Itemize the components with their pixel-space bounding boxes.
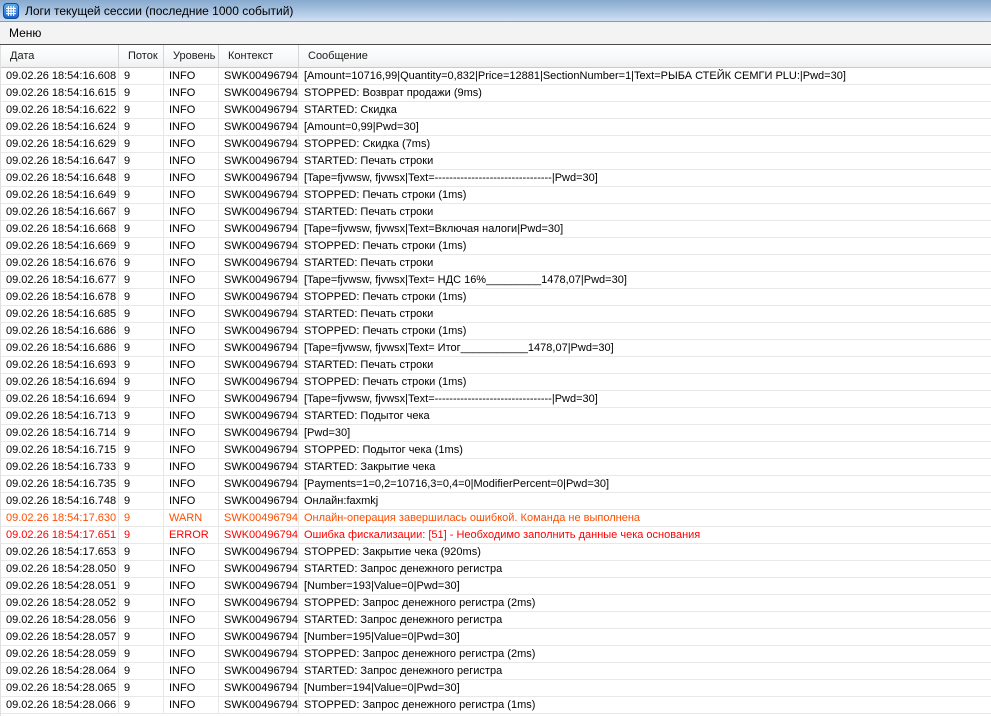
log-thread: 9 [119, 527, 164, 543]
table-header [1, 45, 991, 68]
log-message: Онлайн-операция завершилась ошибкой. Команда не выполнена [304, 512, 641, 524]
log-date: 09.02.26 18:54:16.624 [1, 119, 119, 135]
log-row[interactable] [1, 340, 991, 357]
log-context: SWK00496794 [219, 238, 299, 254]
log-date: 09.02.26 18:54:16.629 [1, 136, 119, 152]
log-message: STOPPED: Скидка (7ms) [304, 138, 431, 150]
log-message: STOPPED: Печать строки (1ms) [304, 291, 467, 303]
log-thread: 9 [119, 663, 164, 679]
log-message: [Payments=1=0,2=10716,3=0,4=0|ModifierPercent=0|Pwd=30] [304, 478, 610, 490]
log-row[interactable] [1, 408, 991, 425]
log-message: [Number=193|Value=0|Pwd=30] [304, 580, 460, 592]
log-thread: 9 [119, 357, 164, 373]
log-thread: 9 [119, 561, 164, 577]
log-level: INFO [164, 102, 219, 118]
log-thread: 9 [119, 646, 164, 662]
log-row[interactable] [1, 459, 991, 476]
log-context: SWK00496794 [219, 544, 299, 560]
column-header-context[interactable]: Контекст [219, 45, 299, 67]
log-date: 09.02.26 18:54:28.066 [1, 697, 119, 713]
log-message: STOPPED: Печать строки (1ms) [304, 325, 467, 337]
log-row[interactable] [1, 289, 991, 306]
log-message: STARTED: Печать строки [304, 155, 434, 167]
log-message: Онлайн:faxmkj [304, 495, 379, 507]
log-thread: 9 [119, 493, 164, 509]
log-date: 09.02.26 18:54:17.651 [1, 527, 119, 543]
log-context: SWK00496794 [219, 119, 299, 135]
log-level: INFO [164, 697, 219, 713]
log-date: 09.02.26 18:54:16.668 [1, 221, 119, 237]
log-context: SWK00496794 [219, 255, 299, 271]
log-date: 09.02.26 18:54:16.694 [1, 374, 119, 390]
log-row[interactable] [1, 544, 991, 561]
log-level: INFO [164, 238, 219, 254]
log-date: 09.02.26 18:54:16.615 [1, 85, 119, 101]
log-thread: 9 [119, 272, 164, 288]
log-context: SWK00496794 [219, 510, 299, 526]
log-context: SWK00496794 [219, 68, 299, 84]
log-thread: 9 [119, 119, 164, 135]
log-thread: 9 [119, 136, 164, 152]
log-level: INFO [164, 663, 219, 679]
log-row[interactable] [1, 221, 991, 238]
log-message: STOPPED: Печать строки (1ms) [304, 189, 467, 201]
log-row[interactable] [1, 153, 991, 170]
log-message: STOPPED: Подытог чека (1ms) [304, 444, 463, 456]
log-row[interactable] [1, 85, 991, 102]
log-level: INFO [164, 306, 219, 322]
log-row[interactable] [1, 306, 991, 323]
log-thread: 9 [119, 102, 164, 118]
log-thread: 9 [119, 238, 164, 254]
log-thread: 9 [119, 391, 164, 407]
log-level: INFO [164, 289, 219, 305]
log-message: STOPPED: Возврат продажи (9ms) [304, 87, 482, 99]
log-date: 09.02.26 18:54:28.052 [1, 595, 119, 611]
log-level: INFO [164, 493, 219, 509]
log-thread: 9 [119, 629, 164, 645]
log-level: INFO [164, 612, 219, 628]
log-thread: 9 [119, 374, 164, 390]
log-message: [Pwd=30] [304, 427, 351, 439]
log-message: STOPPED: Запрос денежного регистра (2ms) [304, 648, 536, 660]
log-thread: 9 [119, 170, 164, 186]
log-context: SWK00496794 [219, 187, 299, 203]
log-level: INFO [164, 272, 219, 288]
log-row[interactable] [1, 357, 991, 374]
log-date: 09.02.26 18:54:16.647 [1, 153, 119, 169]
log-thread: 9 [119, 323, 164, 339]
log-level: INFO [164, 204, 219, 220]
log-context: SWK00496794 [219, 306, 299, 322]
log-context: SWK00496794 [219, 476, 299, 492]
log-level: INFO [164, 374, 219, 390]
log-level: INFO [164, 391, 219, 407]
log-message: STARTED: Скидка [304, 104, 397, 116]
log-context: SWK00496794 [219, 340, 299, 356]
log-level: INFO [164, 544, 219, 560]
log-row[interactable] [1, 391, 991, 408]
log-row[interactable] [1, 442, 991, 459]
log-message: STARTED: Закрытие чека [304, 461, 436, 473]
log-level: ERROR [164, 527, 219, 543]
log-row[interactable] [1, 136, 991, 153]
log-date: 09.02.26 18:54:16.669 [1, 238, 119, 254]
log-row[interactable] [1, 680, 991, 697]
log-level: INFO [164, 476, 219, 492]
log-thread: 9 [119, 204, 164, 220]
log-date: 09.02.26 18:54:16.715 [1, 442, 119, 458]
log-date: 09.02.26 18:54:16.714 [1, 425, 119, 441]
log-message: [Tape=fjvwsw, fjvwsx|Text=Включая налоги|Pwd=30] [304, 223, 564, 235]
log-message: STARTED: Подытог чека [304, 410, 430, 422]
log-thread: 9 [119, 442, 164, 458]
log-context: SWK00496794 [219, 221, 299, 237]
log-message: [Amount=10716,99|Quantity=0,832|Price=12881|SectionNumber=1|Text=РЫБА СТЕЙК СЕМГИ PLU:|Pwd=30] [304, 70, 846, 82]
log-message: STOPPED: Запрос денежного регистра (2ms) [304, 597, 536, 609]
log-context: SWK00496794 [219, 357, 299, 373]
log-thread: 9 [119, 221, 164, 237]
log-thread: 9 [119, 510, 164, 526]
log-level: INFO [164, 85, 219, 101]
log-row[interactable] [1, 476, 991, 493]
log-row[interactable] [1, 612, 991, 629]
log-row[interactable] [1, 170, 991, 187]
log-date: 09.02.26 18:54:28.056 [1, 612, 119, 628]
log-date: 09.02.26 18:54:16.677 [1, 272, 119, 288]
log-context: SWK00496794 [219, 170, 299, 186]
log-date: 09.02.26 18:54:16.676 [1, 255, 119, 271]
log-level: INFO [164, 221, 219, 237]
log-context: SWK00496794 [219, 153, 299, 169]
column-header-date[interactable]: Дата [1, 45, 119, 67]
log-date: 09.02.26 18:54:16.649 [1, 187, 119, 203]
log-thread: 9 [119, 476, 164, 492]
log-context: SWK00496794 [219, 425, 299, 441]
log-row[interactable] [1, 527, 991, 544]
log-message: Ошибка фискализации: [51] - Необходимо заполнить данные чека основания [304, 529, 701, 541]
log-level: INFO [164, 187, 219, 203]
log-row[interactable] [1, 272, 991, 289]
app-grid-icon [3, 3, 19, 19]
log-level: INFO [164, 136, 219, 152]
log-date: 09.02.26 18:54:28.059 [1, 646, 119, 662]
log-row[interactable] [1, 510, 991, 527]
log-level: INFO [164, 357, 219, 373]
log-row[interactable] [1, 374, 991, 391]
log-message: STARTED: Запрос денежного регистра [304, 665, 503, 677]
log-date: 09.02.26 18:54:16.748 [1, 493, 119, 509]
log-date: 09.02.26 18:54:16.693 [1, 357, 119, 373]
log-row[interactable] [1, 493, 991, 510]
log-level: INFO [164, 629, 219, 645]
log-row[interactable] [1, 578, 991, 595]
log-context: SWK00496794 [219, 578, 299, 594]
log-level: INFO [164, 323, 219, 339]
log-message: STARTED: Печать строки [304, 359, 434, 371]
log-thread: 9 [119, 85, 164, 101]
log-context: SWK00496794 [219, 459, 299, 475]
log-level: INFO [164, 595, 219, 611]
log-message: [Tape=fjvwsw, fjvwsx|Text=--------------------------------|Pwd=30] [304, 172, 598, 184]
window-title-bar[interactable] [0, 0, 991, 22]
log-date: 09.02.26 18:54:16.667 [1, 204, 119, 220]
log-thread: 9 [119, 544, 164, 560]
log-row[interactable] [1, 425, 991, 442]
log-message: STARTED: Печать строки [304, 308, 434, 320]
log-message: [Tape=fjvwsw, fjvwsx|Text= НДС 16%_________1478,07|Pwd=30] [304, 274, 627, 286]
log-level: INFO [164, 170, 219, 186]
log-date: 09.02.26 18:54:16.735 [1, 476, 119, 492]
log-row[interactable] [1, 187, 991, 204]
log-row[interactable] [1, 68, 991, 85]
column-header-level[interactable]: Уровень [164, 45, 219, 67]
log-context: SWK00496794 [219, 680, 299, 696]
log-message: STARTED: Запрос денежного регистра [304, 563, 503, 575]
log-message: [Tape=fjvwsw, fjvwsx|Text= Итог___________1478,07|Pwd=30] [304, 342, 614, 354]
log-row[interactable] [1, 561, 991, 578]
menu-bar [0, 22, 991, 45]
log-message: [Number=195|Value=0|Pwd=30] [304, 631, 460, 643]
log-date: 09.02.26 18:54:16.678 [1, 289, 119, 305]
log-context: SWK00496794 [219, 323, 299, 339]
log-thread: 9 [119, 697, 164, 713]
log-row[interactable] [1, 255, 991, 272]
log-row[interactable] [1, 204, 991, 221]
log-thread: 9 [119, 612, 164, 628]
log-level: INFO [164, 442, 219, 458]
log-context: SWK00496794 [219, 374, 299, 390]
log-context: SWK00496794 [219, 391, 299, 407]
log-table [0, 45, 991, 716]
log-thread: 9 [119, 578, 164, 594]
log-date: 09.02.26 18:54:16.694 [1, 391, 119, 407]
log-thread: 9 [119, 68, 164, 84]
log-date: 09.02.26 18:54:16.686 [1, 323, 119, 339]
log-level: INFO [164, 680, 219, 696]
log-thread: 9 [119, 459, 164, 475]
log-date: 09.02.26 18:54:17.653 [1, 544, 119, 560]
log-context: SWK00496794 [219, 102, 299, 118]
log-date: 09.02.26 18:54:28.064 [1, 663, 119, 679]
log-thread: 9 [119, 595, 164, 611]
log-context: SWK00496794 [219, 595, 299, 611]
log-message: [Tape=fjvwsw, fjvwsx|Text=--------------------------------|Pwd=30] [304, 393, 598, 405]
log-level: INFO [164, 561, 219, 577]
log-thread: 9 [119, 187, 164, 203]
log-context: SWK00496794 [219, 527, 299, 543]
log-context: SWK00496794 [219, 561, 299, 577]
log-level: INFO [164, 340, 219, 356]
log-date: 09.02.26 18:54:16.608 [1, 68, 119, 84]
log-level: INFO [164, 459, 219, 475]
log-message: [Amount=0,99|Pwd=30] [304, 121, 419, 133]
log-date: 09.02.26 18:54:16.686 [1, 340, 119, 356]
log-thread: 9 [119, 306, 164, 322]
log-thread: 9 [119, 289, 164, 305]
log-row[interactable] [1, 238, 991, 255]
log-row[interactable] [1, 646, 991, 663]
log-message: [Number=194|Value=0|Pwd=30] [304, 682, 460, 694]
log-message: STOPPED: Закрытие чека (920ms) [304, 546, 481, 558]
log-level: INFO [164, 255, 219, 271]
log-date: 09.02.26 18:54:17.630 [1, 510, 119, 526]
log-thread: 9 [119, 425, 164, 441]
log-context: SWK00496794 [219, 136, 299, 152]
log-date: 09.02.26 18:54:16.648 [1, 170, 119, 186]
log-level: INFO [164, 153, 219, 169]
window-title: Логи текущей сессии (последние 1000 событий) [25, 3, 294, 18]
log-date: 09.02.26 18:54:28.065 [1, 680, 119, 696]
log-rows [1, 68, 991, 716]
log-level: INFO [164, 408, 219, 424]
log-row[interactable] [1, 663, 991, 680]
log-thread: 9 [119, 680, 164, 696]
log-context: SWK00496794 [219, 272, 299, 288]
log-context: SWK00496794 [219, 289, 299, 305]
log-level: INFO [164, 425, 219, 441]
log-level: INFO [164, 578, 219, 594]
log-row[interactable] [1, 697, 991, 714]
log-context: SWK00496794 [219, 663, 299, 679]
menu-item-menu[interactable]: Меню [9, 26, 42, 40]
log-context: SWK00496794 [219, 442, 299, 458]
log-message: STARTED: Печать строки [304, 206, 434, 218]
column-header-thread[interactable]: Поток [119, 45, 164, 67]
log-context: SWK00496794 [219, 85, 299, 101]
log-thread: 9 [119, 408, 164, 424]
log-context: SWK00496794 [219, 697, 299, 713]
log-context: SWK00496794 [219, 408, 299, 424]
log-level: INFO [164, 119, 219, 135]
log-level: WARN [164, 510, 219, 526]
log-message: STARTED: Запрос денежного регистра [304, 614, 503, 626]
log-date: 09.02.26 18:54:28.057 [1, 629, 119, 645]
log-date: 09.02.26 18:54:16.713 [1, 408, 119, 424]
log-thread: 9 [119, 255, 164, 271]
log-date: 09.02.26 18:54:28.051 [1, 578, 119, 594]
log-message: STOPPED: Печать строки (1ms) [304, 376, 467, 388]
log-thread: 9 [119, 340, 164, 356]
log-message: STOPPED: Запрос денежного регистра (1ms) [304, 699, 536, 711]
log-row[interactable] [1, 323, 991, 340]
log-message: STARTED: Печать строки [304, 257, 434, 269]
log-date: 09.02.26 18:54:16.733 [1, 459, 119, 475]
log-level: INFO [164, 68, 219, 84]
log-date: 09.02.26 18:54:16.685 [1, 306, 119, 322]
log-row[interactable] [1, 119, 991, 136]
log-message: STOPPED: Печать строки (1ms) [304, 240, 467, 252]
log-date: 09.02.26 18:54:28.050 [1, 561, 119, 577]
log-row[interactable] [1, 102, 991, 119]
log-context: SWK00496794 [219, 493, 299, 509]
log-thread: 9 [119, 153, 164, 169]
log-row[interactable] [1, 629, 991, 646]
log-context: SWK00496794 [219, 612, 299, 628]
log-context: SWK00496794 [219, 629, 299, 645]
log-row[interactable] [1, 595, 991, 612]
log-context: SWK00496794 [219, 646, 299, 662]
log-context: SWK00496794 [219, 204, 299, 220]
log-level: INFO [164, 646, 219, 662]
log-date: 09.02.26 18:54:16.622 [1, 102, 119, 118]
column-header-message[interactable]: Сообщение [308, 50, 368, 62]
